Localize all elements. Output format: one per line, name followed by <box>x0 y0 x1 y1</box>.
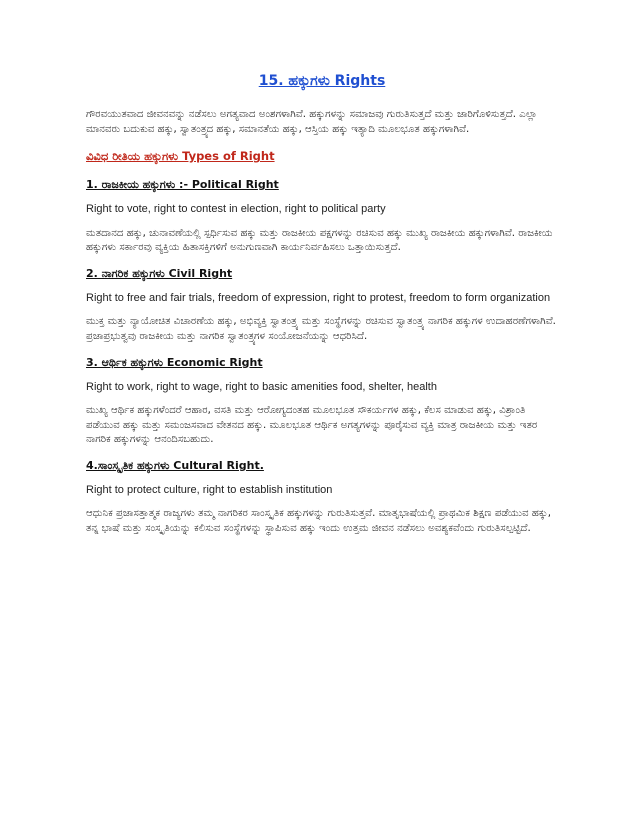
section-kannada-text: ಆಧುನಿಕ ಪ್ರಜಾಸತ್ತಾತ್ಮಕ ರಾಜ್ಯಗಳು ತಮ್ಮ ನಾಗರಿಕರ ಸಾಂಸ್ಕೃತಿಕ ಹಕ್ಕುಗಳನ್ನು ಗುರುತಿಸುತ್ತವೆ. ಮಾತೃಭಾಷೆಯಲ್ಲಿ ಪ್ರಾಥಮಿಕ ಶಿಕ್ಷಣ ಪಡೆಯುವ ಹಕ್ಕು, ತನ್ನ ಭಾಷೆ ಮತ್ತು ಸಂಸ್ಕೃತಿಯನ್ನು ಕಲಿಸುವ ಸಂಸ್ಥೆಗಳನ್ನು ಸ್ಥಾಪಿಸುವ ಹಕ್ಕು ಇಂದು ಉತ್ತಮ ಜೀವನ ನಡೆಸಲು ಅವಶ್ಯಕವೆಂದು ಗುರುತಿಸಲ್ಪಟ್ಟಿದೆ. <box>86 508 551 534</box>
intro-paragraph: ಗೌರವಯುತವಾದ ಜೀವನವನ್ನು ನಡೆಸಲು ಅಗತ್ಯವಾದ ಅಂಶಗಳಾಗಿವೆ. ಹಕ್ಕುಗಳನ್ನು ಸಮಾಜವು ಗುರುತಿಸುತ್ತದೆ ಮತ್ತು ಜಾರಿಗೊಳಿಸುತ್ತದೆ. ಎಲ್ಲಾ ಮಾನವರು ಬದುಕುವ ಹಕ್ಕು, ಸ್ವಾತಂತ್ರ್ಯದ ಹಕ್ಕು, ಸಮಾನತೆಯ ಹಕ್ಕು, ಆಸ್ತಿಯ ಹಕ್ಕು ಇತ್ಯಾದಿ ಮೂಲಭೂತ ಹಕ್ಕುಗಳಾಗಿವೆ. <box>86 109 538 135</box>
document-page <box>86 72 558 548</box>
section-kannada-text: ಮತದಾನದ ಹಕ್ಕು, ಚುನಾವಣೆಯಲ್ಲಿ ಸ್ಪರ್ಧಿಸುವ ಹಕ್ಕು ಮತ್ತು ರಾಜಕೀಯ ಪಕ್ಷಗಳನ್ನು ರಚಿಸುವ ಹಕ್ಕು ಮುಖ್ಯ ರಾಜಕೀಯ ಹಕ್ಕುಗಳಾಗಿವೆ. ರಾಜಕೀಯ ಹಕ್ಕುಗಳು ಸರ್ಕಾರವು ವ್ಯಕ್ತಿಯ ಹಿತಾಸಕ್ತಿಗಳಿಗೆ ಅನುಗುಣವಾಗಿ ಕಾರ್ಯನಿರ್ವಹಿಸಲು ಒತ್ತಾಯಿಸುತ್ತದೆ. <box>86 227 553 254</box>
section-heading: 4.ಸಾಂಸ್ಕೃತಿಕ ಹಕ್ಕುಗಳು Cultural Right. <box>86 458 264 472</box>
page-title: 15. ಹಕ್ಕುಗಳು Rights <box>258 73 386 89</box>
section-heading: 2. ನಾಗರಿಕ ಹಕ್ಕುಗಳು Civil Right <box>86 266 233 280</box>
section-english-text: Right to work, right to wage, right to basic amenities food, shelter, health <box>86 380 437 393</box>
section-heading: 3. ಆರ್ಥಿಕ ಹಕ್ಕುಗಳು Economic Right <box>86 355 263 369</box>
types-of-right-heading: ವಿವಿಧ ರೀತಿಯ ಹಕ್ಕುಗಳು Types of Right <box>86 149 275 164</box>
section-english-text: Right to free and fair trials, freedom of expression, right to protest, freedom to form organization <box>86 291 551 304</box>
section-english-text: Right to protect culture, right to establish institution <box>86 483 333 496</box>
section-cultural-right <box>86 459 558 537</box>
section-kannada-text: ಮುಕ್ತ ಮತ್ತು ನ್ಯಾಯೋಚಿತ ವಿಚಾರಣೆಯ ಹಕ್ಕು, ಅಭಿವ್ಯಕ್ತಿ ಸ್ವಾತಂತ್ರ್ಯ ಮತ್ತು ಸಂಸ್ಥೆಗಳನ್ನು ರಚಿಸುವ ಸ್ವಾತಂತ್ರ್ಯ ನಾಗರಿಕ ಹಕ್ಕುಗಳ ಉದಾಹರಣೆಗಳಾಗಿವೆ. ಪ್ರಜಾಪ್ರಭುತ್ವವು ರಾಜಕೀಯ ಮತ್ತು ನಾಗರಿಕ ಸ್ವಾತಂತ್ರ್ಯಗಳ ಸಂಯೋಜನೆಯನ್ನು ಆಧರಿಸಿದೆ. <box>86 316 556 342</box>
section-economic-right <box>86 356 558 448</box>
section-heading: 1. ರಾಜಕೀಯ ಹಕ್ಕುಗಳು :- Political Right <box>86 178 279 192</box>
section-civil-right <box>86 267 558 345</box>
section-english-text: Right to vote, right to contest in election, right to political party <box>86 203 386 216</box>
section-political-right <box>86 178 558 256</box>
section-kannada-text: ಮುಖ್ಯ ಆರ್ಥಿಕ ಹಕ್ಕುಗಳೆಂದರೆ ಆಹಾರ, ವಸತಿ ಮತ್ತು ಆರೋಗ್ಯದಂತಹ ಮೂಲಭೂತ ಸೌಕರ್ಯಗಳ ಹಕ್ಕು, ಕೆಲಸ ಮಾಡುವ ಹಕ್ಕು, ವಿಶ್ರಾಂತಿ ಪಡೆಯುವ ಹಕ್ಕು ಮತ್ತು ಸಮಂಜಸವಾದ ವೇತನದ ಹಕ್ಕು. ಮೂಲಭೂತ ಆರ್ಥಿಕ ಅಗತ್ಯಗಳನ್ನು ಪೂರೈಸುವ ವ್ಯಕ್ತಿ ಮಾತ್ರ ರಾಜಕೀಯ ಮತ್ತು ಇತರ ನಾಗರಿಕ ಹಕ್ಕುಗಳನ್ನು ಆನಂದಿಸಬಹುದು. <box>86 405 538 446</box>
